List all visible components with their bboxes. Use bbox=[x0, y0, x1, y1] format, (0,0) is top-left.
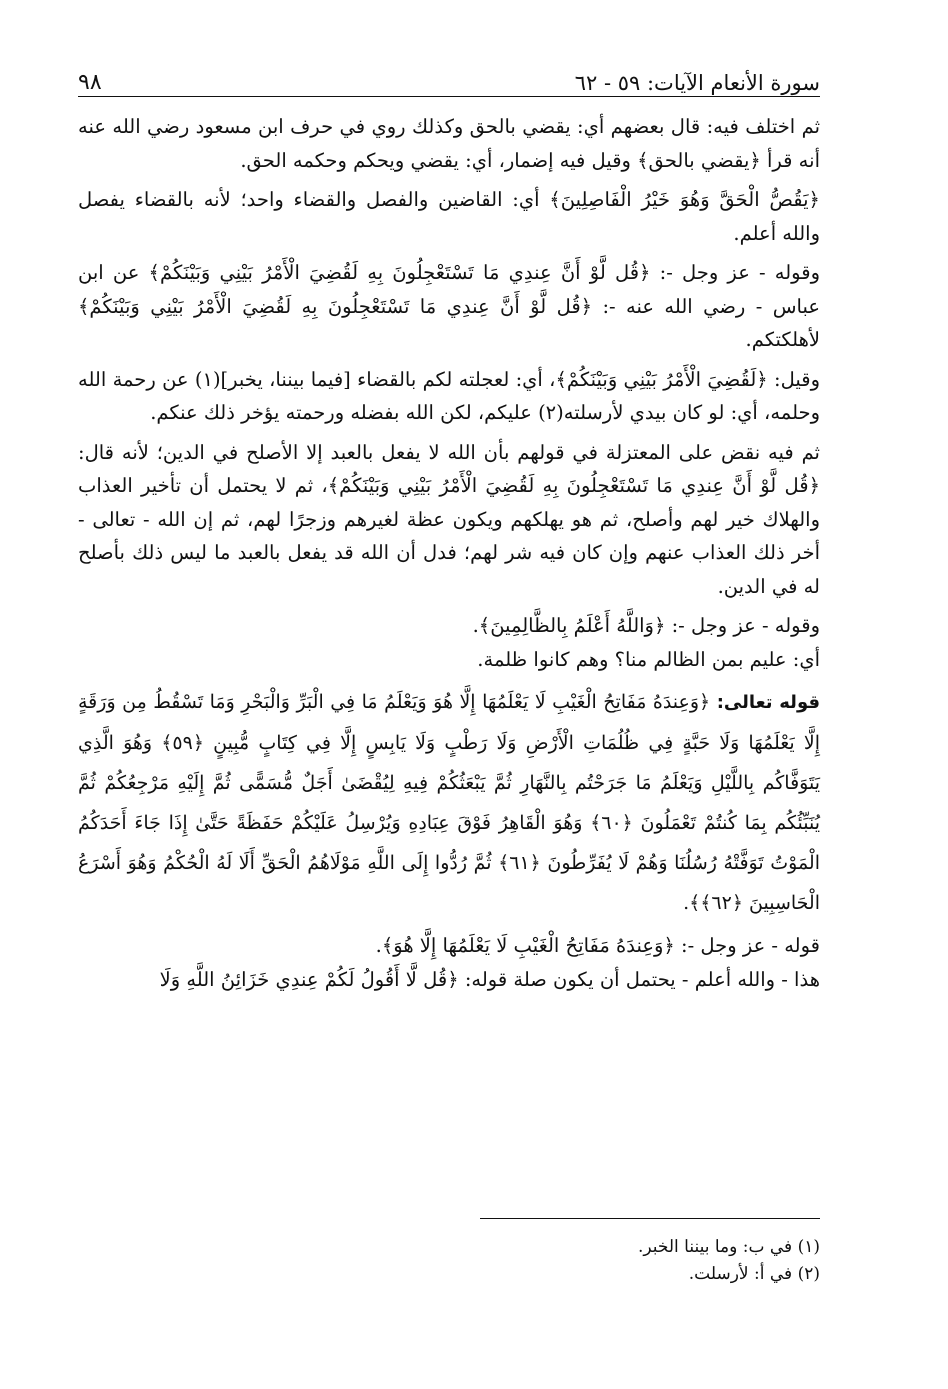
paragraph: ثم اختلف فيه: قال بعضهم أي: يقضي بالحق وكذلك روي في حرف ابن مسعود رضي الله عنه أنه قرأ ﴿يقضي بالحق﴾ وقيل فيه إضمار، أي: يقضي ويحكم وحكمه الحق. bbox=[78, 115, 820, 172]
footnote: (١) في ب: وما بيننا الخبر. bbox=[637, 1237, 820, 1257]
page-header bbox=[78, 58, 820, 98]
header-rule bbox=[78, 96, 820, 97]
paragraph: وقوله - عز وجل -: ﴿قُل لَّوْ أَنَّ عِندِي مَا تَسْتَعْجِلُونَ بِهِ لَقُضِيَ الْأَمْرُ بَيْنِي وَبَيْنَكُمْ﴾ عن ابن عباس - رضي الله عنه -: ﴿قُل لَّوْ أَنَّ عِندِي مَا تَسْتَعْجِلُونَ بِهِ لَقُضِيَ الْأَمْرُ بَيْنِي وَبَيْنَكُمْ﴾ لأهلكتكم. bbox=[78, 261, 820, 351]
footnote-rule bbox=[480, 1218, 820, 1219]
paragraph: وقوله - عز وجل -: ﴿وَاللَّهُ أَعْلَمُ بِالظَّالِمِينَ﴾. bbox=[472, 614, 820, 637]
quran-verse-block bbox=[78, 682, 820, 923]
commentary-body bbox=[78, 110, 820, 1002]
paragraph: ثم فيه نقض على المعتزلة في قولهم بأن الله لا يفعل بالعبد إلا الأصلح في الدين؛ لأنه قال: ﴿قُل لَّوْ أَنَّ عِندِي مَا تَسْتَعْجِلُونَ بِهِ لَقُضِيَ الْأَمْرُ بَيْنِي وَبَيْنَكُمْ﴾، ثم لا يحتمل أن تأخير العذاب والهلاك خير لهم وأصلح، ثم هو يهلكهم ويكون عظة لغيرهم وزجرًا لهم، ثم إن الله - تعالى - أخر ذلك العذاب عنهم وإن كان فيه شر لهم؛ فدل أن الله قد يفعل بالعبد ما ليس ذلك بأصلح له في الدين. bbox=[78, 440, 820, 598]
page-number: ٩٨ bbox=[78, 70, 102, 95]
footnotes bbox=[78, 1234, 820, 1288]
paragraph: وقيل: ﴿لَقُضِيَ الْأَمْرُ بَيْنِي وَبَيْنَكُمْ﴾، أي: لعجلته لكم بالقضاء [فيما بيننا، يخبر](١) عن رحمة الله وحلمه، أي: لو كان بيدي لأرسلته(٢) عليكم، لكن الله بفضله ورحمته يؤخر ذلك عنكم. bbox=[78, 367, 820, 424]
book-page bbox=[78, 40, 820, 1360]
verse-text: ﴿وَعِندَهُ مَفَاتِحُ الْغَيْبِ لَا يَعْلَمُهَا إِلَّا هُوَ وَيَعْلَمُ مَا فِي الْبَرِّ وَالْبَحْرِ وَمَا تَسْقُطُ مِن وَرَقَةٍ إِلَّا يَعْلَمُهَا وَلَا حَبَّةٍ فِي ظُلُمَاتِ الْأَرْضِ وَلَا رَطْبٍ وَلَا يَابِسٍ إِلَّا فِي كِتَابٍ مُّبِينٍ ﴿٥٩﴾ وَهُوَ الَّذِي يَتَوَفَّاكُم بِاللَّيْلِ وَيَعْلَمُ مَا جَرَحْتُم بِالنَّهَارِ ثُمَّ يَبْعَثُكُمْ فِيهِ لِيُقْضَىٰ أَجَلٌ مُّسَمًّى ثُمَّ إِلَيْهِ مَرْجِعُكُمْ ثُمَّ يُنَبِّئُكُم بِمَا كُنتُمْ تَعْمَلُونَ ﴿٦٠﴾ وَهُوَ الْقَاهِرُ فَوْقَ عِبَادِهِ وَيُرْسِلُ عَلَيْكُمْ حَفَظَةً حَتَّىٰ إِذَا جَاءَ أَحَدَكُمُ الْمَوْتُ تَوَفَّتْهُ رُسُلُنَا وَهُمْ لَا يُفَرِّطُونَ ﴿٦١﴾ ثُمَّ رُدُّوا إِلَى اللَّهِ مَوْلَاهُمُ الْحَقِّ أَلَا لَهُ الْحُكْمُ وَهُوَ أَسْرَعُ الْحَاسِبِينَ ﴿٦٢﴾﴾. bbox=[78, 691, 820, 914]
paragraph: أي: عليم بمن الظالم منا؟ وهم كانوا ظلمة. bbox=[477, 647, 820, 671]
verse-lead: قوله تعالى: bbox=[716, 692, 821, 713]
paragraph: قوله - عز وجل -: ﴿وَعِندَهُ مَفَاتِحُ الْغَيْبِ لَا يَعْلَمُهَا إِلَّا هُوَ﴾. bbox=[375, 934, 820, 957]
paragraph: ﴿يَقُصُّ الْحَقَّ وَهُوَ خَيْرُ الْفَاصِلِينَ﴾ أي: القاضين والفصل والقضاء واحد؛ لأنه بالقضاء يفصل والله أعلم. bbox=[78, 188, 820, 245]
running-title: سورة الأنعام الآيات: ٥٩ - ٦٢ bbox=[574, 71, 820, 95]
footnote: (٢) في أ: لأرسلت. bbox=[688, 1264, 820, 1284]
paragraph: هذا - والله أعلم - يحتمل أن يكون صلة قوله: ﴿قُل لَّا أَقُولُ لَكُمْ عِندِي خَزَائِنُ اللَّهِ وَلَا bbox=[159, 967, 820, 991]
